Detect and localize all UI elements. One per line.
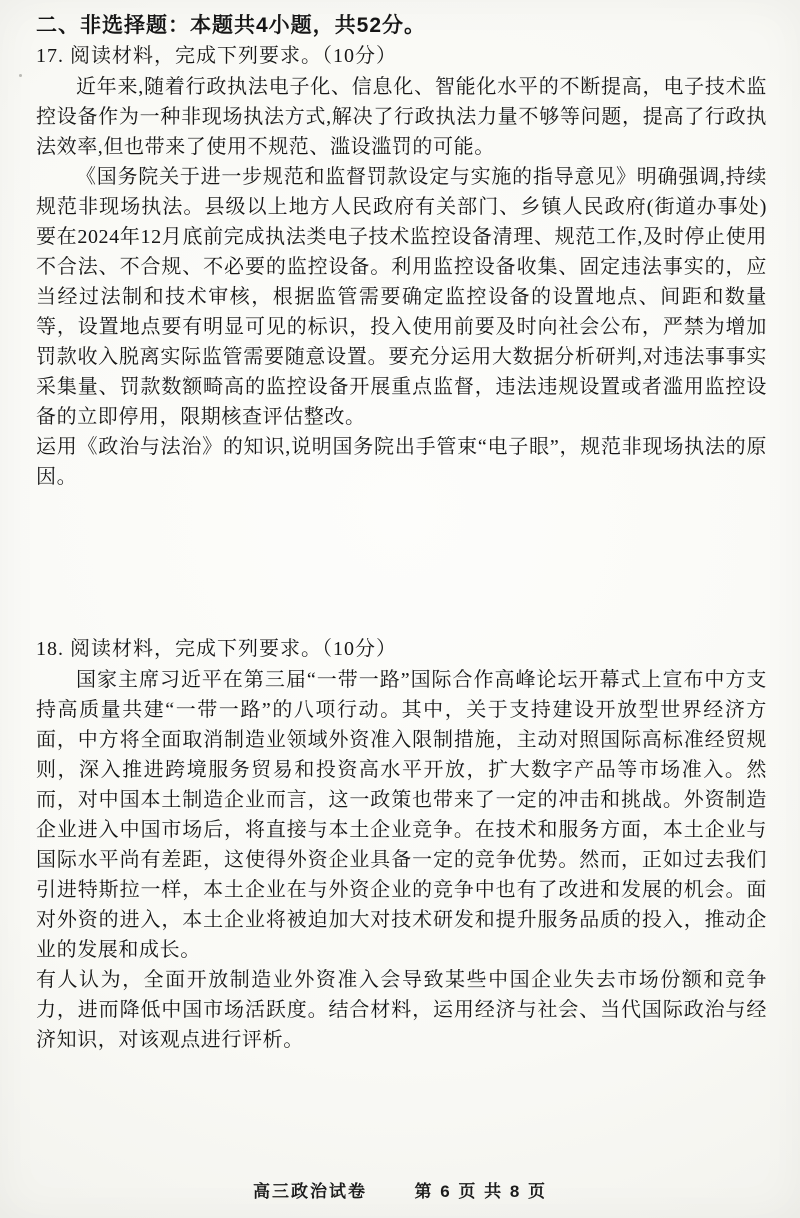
question-17-heading: 17. 阅读材料，完成下列要求。（10分） — [36, 45, 397, 67]
q17-material-paragraph-1: 近年来,随着行政执法电子化、信息化、智能化水平的不断提高，电子技术监控设备作为一种非现场执法方式,解决了行政执法力量不够等问题，提高了行政执法效率,但也带来了使用不规范、滥设滥罚的可能。 — [36, 76, 767, 158]
q17-material-paragraph-2: 《国务院关于进一步规范和监督罚款设定与实施的指导意见》明确强调,持续规范非现场执法。县级以上地方人民政府有关部门、乡镇人民政府(街道办事处)要在2024年12月底前完成执法类电子技术监控设备清理、规范工作,及时停止使用不合法、不合规、不必要的监控设备。利用监控设备收集、固定违法事实的，应当经过法制和技术审核，根据监管需要确定监控设备的设置地点、间距和数量等，设置地点要有明显可见的标识，投入使用前要及时向社会公布，严禁为增加罚款收入脱离实际监管需要随意设置。要充分运用大数据分析研判,对违法事事实采集量、罚款数额畸高的监控设备开展重点监督，违法违规设置或者滥用监控设备的立即停用，限期核查评估整改。 — [36, 166, 767, 428]
q18-task: 有人认为，全面开放制造业外资准入会导致某些中国企业失去市场份额和竞争力，进而降低中国市场活跃度。结合材料，运用经济与社会、当代国际政治与经济知识，对该观点进行评析。 — [36, 969, 767, 1051]
q18-material-paragraph: 国家主席习近平在第三届“一带一路”国际合作高峰论坛开幕式上宣布中方支持高质量共建“一带一路”的八项行动。其中，关于支持建设开放型世界经济方面，中方将全面取消制造业领域外资准入限制措施，主动对照国际高标准经贸规则，深入推进跨境服务贸易和投资高水平开放，扩大数字产品等市场准入。然而，对中国本土制造企业而言，这一政策也带来了一定的冲击和挑战。外资制造企业进入中国市场后，将直接与本土企业竞争。在技术和服务方面，本土企业与国际水平尚有差距，这使得外资企业具备一定的竞争优势。然而，正如过去我们引进特斯拉一样，本土企业在与外资企业的竞争中也有了改进和发展的机会。面对外资的进入，本土企业将被迫加大对技术研发和提升服务品质的投入，推动企业的发展和成长。 — [36, 669, 767, 961]
footer-exam-title: 高三政治试卷 — [253, 1182, 367, 1201]
question-17 — [36, 41, 767, 492]
q17-task: 运用《政治与法治》的知识,说明国务院出手管束“电子眼”，规范非现场执法的原因。 — [36, 436, 767, 488]
footer-page-info: 第 6 页 共 8 页 — [414, 1182, 547, 1201]
question-18 — [36, 634, 767, 1055]
section-title: 二、非选择题：本题共4小题，共52分。 — [36, 14, 427, 37]
scan-speck — [19, 74, 22, 77]
page-footer — [0, 1177, 800, 1202]
question-18-heading: 18. 阅读材料，完成下列要求。（10分） — [36, 638, 397, 660]
q17-answer-space — [36, 492, 767, 634]
